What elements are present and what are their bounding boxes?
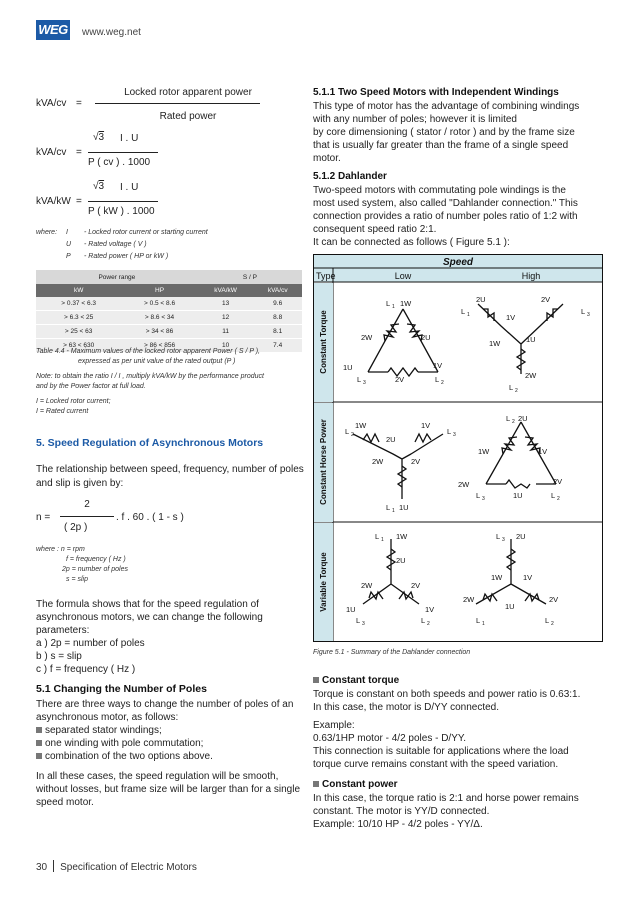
section512-l5: It can be connected as follows ( Figure 5.1 ): [313,237,510,248]
formula2-denominator: P ( cv ) . 1000 [88,157,151,168]
svg-text:2: 2 [515,388,518,394]
table-cell: > 0.5 < 8.6 [121,297,197,311]
section511-l2: with any number of poles; however it is limited [313,114,517,125]
svg-text:2V: 2V [541,295,551,304]
table-cell: 8.8 [253,311,302,325]
table-row [36,311,302,325]
table-cell: > 6.3 < 25 [36,311,121,325]
svg-text:1V: 1V [425,605,435,614]
table-row [36,325,302,339]
section512-l3: connection provides a ratio of number poles ratio of 1:2 with [313,211,578,222]
n-formula-den: ( 2p ) [64,522,88,533]
svg-text:1U: 1U [399,503,409,512]
table-cell: > 0.37 < 6.3 [36,297,121,311]
formula3-lhs: kVA/kW [36,196,71,207]
row-constant-horsepower-label: Constant Horse Power [319,419,328,505]
formula2-lhs: kVA/cv [36,147,67,158]
formula1-lhs: kVA/cv [36,98,67,109]
section511-l4: that is usually far greater than the frame of a single speed [313,140,569,151]
n-formula-num: 2 [84,499,90,510]
sqrt-value-2: 3 [98,181,105,192]
table-cell: 7.4 [253,339,302,353]
table-row [36,297,302,311]
svg-text:1: 1 [467,312,470,318]
weg-logo: WEG [36,20,70,40]
section51-c3: speed motor. [36,797,94,808]
constant-power-p3: Example: 10/10 HP - 4/2 poles - YY/Δ. [313,819,483,830]
svg-text:2W: 2W [463,595,475,604]
svg-text:3: 3 [362,621,365,627]
section5-intro-1: The relationship between speed, frequency, number of poles [36,464,304,475]
section5-pb: b ) s = slip [36,651,82,662]
section5-p1: The formula shows that for the speed regulation of [36,599,259,610]
svg-text:2U: 2U [518,414,528,423]
low-label: Low [394,271,412,281]
table-col-kva-kw: kVA/kW [198,284,254,297]
constant-torque-t1: Torque is constant on both speeds and power ratio is 0.63:1. [313,689,581,700]
section512-l4: consequent speed ratio 2:1. [313,224,437,235]
n-where-1: where : n = rpm [36,546,85,553]
svg-text:2: 2 [427,621,430,627]
svg-text:2U: 2U [421,333,431,342]
svg-text:L: L [461,307,466,316]
where-u-text: - Rated voltage ( V ) [84,241,147,248]
section51-l2: asynchronous motor, as follows: [36,712,179,723]
vt-high-yy-diagram [476,539,546,604]
svg-text:1W: 1W [396,532,408,541]
svg-text:1W: 1W [400,299,412,308]
n-formula-lhs: n = [36,512,51,523]
row-variable-torque-label: Variable Torque [319,552,328,612]
svg-text:2V: 2V [395,375,405,384]
svg-text:L: L [447,427,452,436]
svg-text:3: 3 [482,496,485,502]
section512-title: 5.1.2 Dahlander [313,171,387,182]
chp-low-yy-diagram [353,434,443,499]
formula3-fraction-line [88,201,158,202]
svg-text:L: L [581,307,586,316]
where-label: where: [36,229,58,236]
high-label: High [521,271,541,281]
svg-text:2W: 2W [458,480,470,489]
section5-p3: parameters: [36,625,90,636]
svg-text:1V: 1V [421,421,431,430]
constant-torque-t3: Example: [313,720,355,731]
section51-c1: In all these cases, the speed regulation will be smooth, [36,771,279,782]
formula3-denominator: P ( kW ) . 1000 [88,206,155,217]
svg-text:1: 1 [482,621,485,627]
svg-text:2U: 2U [396,556,406,565]
row-constant-torque-label: Constant Torque [319,310,328,374]
section511-title: 5.1.1 Two Speed Motors with Independent Windings [313,87,559,98]
where-p-text: - Rated power ( HP or kW ) [84,253,169,260]
table-cell: 11 [198,325,254,339]
type-label: Type [316,271,336,281]
table-cell: > 34 < 86 [121,325,197,339]
svg-text:1W: 1W [489,339,501,348]
formula1-eq: = [76,98,82,109]
kva-table [36,270,302,353]
table-cell: > 86 < 856 [121,339,197,353]
svg-text:2U: 2U [476,295,486,304]
constant-power-p2: constant. The motor is YY/D connected. [313,806,490,817]
section512-l2: most used system, also called "Dahlander connection." This [313,198,578,209]
svg-text:2W: 2W [372,457,384,466]
formula1-fraction-line [95,103,260,104]
constant-torque-t4: 0.63/1HP motor - 4/2 poles - D/YY. [313,733,467,744]
svg-text:3: 3 [363,380,366,386]
table-col-kva-cv: kVA/cv [253,284,302,297]
n-where-3: 2p = number of poles [62,566,128,573]
svg-text:3: 3 [502,537,505,543]
svg-text:3: 3 [587,312,590,318]
svg-text:1: 1 [392,508,395,514]
table-note-2: and by the Power factor at full load. [36,383,146,390]
svg-text:3: 3 [453,432,456,438]
table-head-power-range: Power range [36,270,198,284]
svg-text:1U: 1U [346,605,356,614]
svg-text:2W: 2W [525,371,537,380]
section511-l3: by core dimensioning ( stator / rotor ) and by the frame size [313,127,575,138]
svg-text:1W: 1W [355,421,367,430]
svg-text:L: L [509,383,514,392]
sqrt-symbol: √3 [93,132,105,143]
svg-text:L: L [435,375,440,384]
svg-text:L: L [386,299,391,308]
svg-text:2: 2 [441,380,444,386]
speed-label: Speed [442,257,474,268]
where-u: U [66,241,72,248]
page-number: 30 [36,862,48,873]
svg-text:L: L [357,375,362,384]
svg-text:L: L [345,427,350,436]
section511-l5: motor. [313,153,341,164]
formula1-denominator: Rated power [159,111,217,122]
table-cell: 12 [198,311,254,325]
sqrt-symbol-2: √3 [93,181,105,192]
n-where-4: s = slip [66,576,88,583]
svg-text:L: L [421,616,426,625]
section5-intro-2: and slip is given by: [36,478,124,489]
footer-divider [53,860,54,872]
header-url[interactable]: www.weg.net [82,27,141,38]
section51-bullet-2: one winding with pole commutation; [36,737,203,750]
table-cell: > 8.6 < 34 [121,311,197,325]
svg-text:2V: 2V [553,477,563,486]
svg-text:L: L [476,491,481,500]
svg-text:1V: 1V [538,447,548,456]
n-formula-line [60,516,114,517]
svg-text:2: 2 [557,496,560,502]
sqrt-value: 3 [98,132,105,143]
svg-text:1V: 1V [523,573,533,582]
constant-power-p1: In this case, the torque ratio is 2:1 and horse power remains [313,793,579,804]
section5-pc: c ) f = frequency ( Hz ) [36,664,136,675]
section51-bullet-3: combination of the two options above. [36,750,213,763]
svg-text:2U: 2U [386,435,396,444]
section511-l1: This type of motor has the advantage of combining windings [313,101,580,112]
table-note-1: Note: to obtain the ratio I / I , multiply kVA/kW by the performance product [36,373,264,380]
where-ip-text: - Locked rotor current or starting current [84,229,208,236]
table-caption-2: expressed as per unit value of the rated output (P ) [78,358,236,365]
svg-text:1: 1 [392,304,395,310]
table-caption-1: Table 4.4 - Maximum values of the locked rotor apparent Power ( S / P ), [36,348,260,355]
n-where-2: f = frequency ( Hz ) [66,556,126,563]
section51-title: 5.1 Changing the Number of Poles [36,683,207,695]
footer-title: Specification of Electric Motors [60,862,197,873]
table-col-hp: HP [121,284,197,297]
svg-text:1V: 1V [433,361,443,370]
svg-text:1W: 1W [478,447,490,456]
svg-text:L: L [356,616,361,625]
formula2-eq: = [76,147,82,158]
formula3-eq: = [76,196,82,207]
table-cell: 9.6 [253,297,302,311]
ct-low-delta-diagram [368,309,438,376]
type-header-bg [313,268,603,282]
svg-text:L: L [476,616,481,625]
section51-l1: There are three ways to change the number of poles of an [36,699,294,710]
svg-text:2U: 2U [516,532,526,541]
svg-text:1W: 1W [491,573,503,582]
svg-text:1V: 1V [506,313,516,322]
formula2-ip-u: I . U [120,133,139,144]
section512-l1: Two-speed motors with commutating pole windings is the [313,185,566,196]
section5-title: 5. Speed Regulation of Asynchronous Motors [36,437,264,449]
table-head-ratio: S / P [198,270,302,284]
svg-text:2: 2 [551,621,554,627]
svg-text:L: L [375,532,380,541]
constant-torque-t6: torque curve remains constant with the speed variation. [313,759,559,770]
svg-text:2W: 2W [361,333,373,342]
svg-text:1U: 1U [343,363,353,372]
formula1-numerator: Locked rotor apparent power [124,87,252,98]
table-cell: > 25 < 63 [36,325,121,339]
table-cell: 10 [198,339,254,353]
svg-text:1: 1 [381,537,384,543]
svg-text:1U: 1U [526,335,536,344]
table-def-1: I = Locked rotor current; [36,398,111,405]
constant-power-heading: Constant power [313,778,398,791]
constant-torque-t5: This connection is suitable for applications where the load [313,746,569,757]
svg-text:L: L [506,414,511,423]
svg-text:L: L [386,503,391,512]
svg-text:2: 2 [351,432,354,438]
section5-p2: asynchronous motors, we can change the following [36,612,263,623]
formula2-fraction-line [88,152,158,153]
section51-c2: without losses, but frame size will be larger than for a single [36,784,301,795]
dahlander-diagram [313,254,603,642]
svg-text:L: L [551,491,556,500]
page-footer [36,860,197,873]
figure-caption: Figure 5.1 - Summary of the Dahlander connection [313,649,471,656]
table-cell: 13 [198,297,254,311]
table-col-kw: kW [36,284,121,297]
where-ip: I [66,229,68,236]
table-def-2: I = Rated current [36,408,89,415]
svg-text:L: L [545,616,550,625]
svg-text:2V: 2V [549,595,559,604]
svg-text:1U: 1U [513,491,523,500]
n-formula-rest: . f . 60 . ( 1 - s ) [116,512,184,523]
svg-text:L: L [496,532,501,541]
vt-low-y-diagram [363,539,419,604]
formula3-ip-u: I . U [120,182,139,193]
table-cell: > 63 < 630 [36,339,121,353]
section51-bullet-1: separated stator windings; [36,724,162,737]
svg-text:2V: 2V [411,581,421,590]
svg-text:2V: 2V [411,457,421,466]
constant-torque-heading: Constant torque [313,674,399,687]
constant-torque-t2: In this case, the motor is D/YY connected. [313,702,500,713]
section5-pa: a ) 2p = number of poles [36,638,145,649]
where-p: P [66,253,71,260]
svg-text:1U: 1U [505,602,515,611]
svg-text:2: 2 [512,419,515,425]
table-cell: 8.1 [253,325,302,339]
svg-text:2W: 2W [361,581,373,590]
